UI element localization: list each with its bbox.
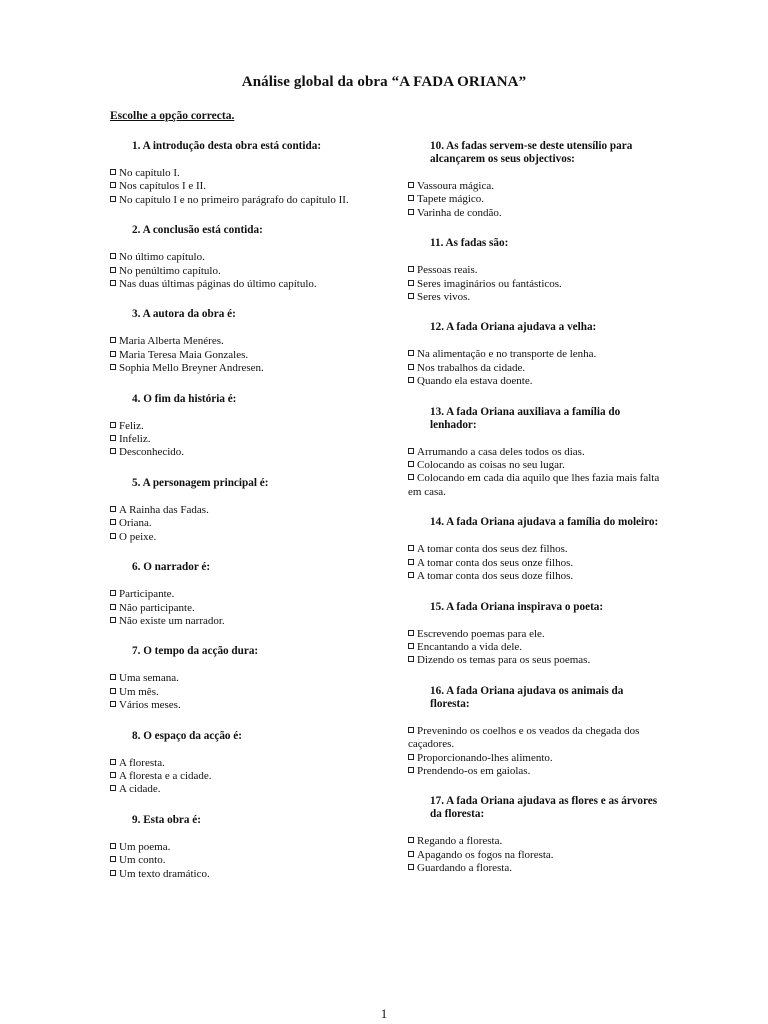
checkbox-icon[interactable] xyxy=(408,545,414,551)
option-label: Um poema. xyxy=(119,840,171,853)
option-label: A floresta. xyxy=(119,756,165,769)
answer-option[interactable] xyxy=(110,841,380,854)
checkbox-icon[interactable] xyxy=(110,674,116,680)
option-label: Oriana. xyxy=(119,517,152,530)
checkbox-icon[interactable] xyxy=(110,604,116,610)
checkbox-icon[interactable] xyxy=(408,767,414,773)
answer-option[interactable] xyxy=(408,628,666,641)
checkbox-icon[interactable] xyxy=(110,701,116,707)
answer-option[interactable] xyxy=(408,543,666,556)
checkbox-icon[interactable] xyxy=(408,656,414,662)
checkbox-icon[interactable] xyxy=(408,293,414,299)
option-label: Seres imaginários ou fantásticos. xyxy=(417,277,562,290)
answer-option[interactable] xyxy=(408,446,666,459)
answer-option[interactable] xyxy=(110,167,380,180)
option-label: Desconhecido. xyxy=(119,446,185,459)
question-title: 3. A autora da obra é: xyxy=(132,308,236,321)
question-title: 6. O narrador é: xyxy=(132,561,211,574)
option-label: A Rainha das Fadas. xyxy=(119,503,209,516)
checkbox-icon[interactable] xyxy=(110,590,116,596)
answer-option[interactable] xyxy=(110,433,380,446)
answer-option[interactable] xyxy=(110,615,380,628)
option-label: A floresta e a cidade. xyxy=(119,769,212,782)
option-label: Nos trabalhos da cidade. xyxy=(417,361,526,374)
option-label: Varinha de condão. xyxy=(417,206,502,219)
option-label: Colocando as coisas no seu lugar. xyxy=(417,459,565,472)
option-label: Apagando os fogos na floresta. xyxy=(417,848,554,861)
answer-option[interactable] xyxy=(408,752,666,765)
answer-option[interactable] xyxy=(408,348,666,361)
answer-option[interactable] xyxy=(408,849,666,862)
option-label: Um texto dramático. xyxy=(119,867,210,880)
answer-option[interactable] xyxy=(408,193,666,206)
checkbox-icon[interactable] xyxy=(408,182,414,188)
question-title: 1. A introdução desta obra está contida: xyxy=(132,140,322,152)
option-label: Regando a floresta. xyxy=(417,835,503,848)
answer-option[interactable] xyxy=(408,291,666,304)
option-label: Vassoura mágica. xyxy=(417,180,494,192)
option-label: Proporcionando-lhes alimento. xyxy=(417,751,553,764)
answer-option[interactable] xyxy=(408,557,666,570)
answer-option[interactable] xyxy=(110,531,380,544)
answer-option[interactable] xyxy=(110,278,380,291)
answer-option[interactable] xyxy=(110,699,380,712)
answer-option[interactable] xyxy=(408,765,666,778)
question-title: 17. A fada Oriana ajudava as flores e as árvores da floresta: xyxy=(430,795,658,821)
checkbox-icon[interactable] xyxy=(110,196,116,202)
option-label: A tomar conta dos seus onze filhos. xyxy=(417,556,574,569)
answer-option[interactable] xyxy=(110,251,380,264)
option-label: A tomar conta dos seus doze filhos. xyxy=(417,570,574,583)
option-label: Maria Teresa Maia Gonzales. xyxy=(119,348,249,361)
question-title: 9. Esta obra é: xyxy=(132,813,201,826)
answer-option[interactable] xyxy=(110,194,380,207)
answer-option[interactable] xyxy=(408,375,666,388)
answer-option[interactable] xyxy=(110,783,380,796)
question-title: 16. A fada Oriana ajudava os animais da floresta: xyxy=(430,684,624,710)
answer-option[interactable] xyxy=(408,278,666,291)
answer-option[interactable] xyxy=(110,349,380,362)
option-label: No penúltimo capítulo. xyxy=(119,264,221,277)
answer-option[interactable] xyxy=(110,686,380,699)
option-label: Nas duas últimas páginas do último capítulo. xyxy=(119,278,317,291)
answer-option[interactable] xyxy=(110,335,380,348)
answer-option[interactable] xyxy=(110,517,380,530)
checkbox-icon[interactable] xyxy=(408,448,414,454)
answer-option[interactable] xyxy=(408,459,666,472)
checkbox-icon[interactable] xyxy=(408,643,414,649)
checkbox-icon[interactable] xyxy=(110,870,116,876)
option-label: Prevenindo os coelhos e os veados da chegada dos caçadores. xyxy=(408,724,640,751)
checkbox-icon[interactable] xyxy=(110,448,116,454)
checkbox-icon[interactable] xyxy=(110,169,116,175)
instruction-text: Escolhe a opção correcta. xyxy=(110,110,235,122)
answer-option[interactable] xyxy=(408,835,666,848)
option-label: O peixe. xyxy=(119,530,157,543)
answer-option[interactable] xyxy=(110,672,380,685)
question-block xyxy=(408,795,666,875)
checkbox-icon[interactable] xyxy=(110,617,116,623)
option-label: Infeliz. xyxy=(119,433,151,446)
question-title: 8. O espaço da acção é: xyxy=(132,729,242,742)
option-label: Seres vivos. xyxy=(417,291,471,304)
answer-option[interactable] xyxy=(408,472,666,499)
option-label: Feliz. xyxy=(119,419,144,432)
question-block xyxy=(408,321,666,388)
checkbox-icon[interactable] xyxy=(110,182,116,188)
option-label: A tomar conta dos seus dez filhos. xyxy=(417,543,568,556)
checkbox-icon[interactable] xyxy=(408,864,414,870)
option-label: Colocando em cada dia aquilo que lhes fazia mais falta em casa. xyxy=(408,472,660,498)
option-label: Encantando a vida dele. xyxy=(417,640,523,653)
option-label: Dizendo os temas para os seus poemas. xyxy=(417,654,591,667)
question-block xyxy=(408,140,666,220)
answer-option[interactable] xyxy=(110,757,380,770)
answer-option[interactable] xyxy=(408,654,666,667)
checkbox-icon[interactable] xyxy=(110,519,116,525)
checkbox-icon[interactable] xyxy=(408,461,414,467)
question-block xyxy=(408,406,666,500)
option-label: Na alimentação e no transporte de lenha. xyxy=(417,348,597,361)
option-label: Pessoas reais. xyxy=(417,264,478,277)
answer-option[interactable] xyxy=(110,265,380,278)
answer-option[interactable] xyxy=(408,362,666,375)
checkbox-icon[interactable] xyxy=(408,559,414,565)
question-title: 7. O tempo da acção dura: xyxy=(132,645,259,658)
option-label: Uma semana. xyxy=(119,672,179,685)
checkbox-icon[interactable] xyxy=(110,772,116,778)
answer-option[interactable] xyxy=(110,588,380,601)
question-block xyxy=(110,645,380,712)
checkbox-icon[interactable] xyxy=(110,351,116,357)
checkbox-icon[interactable] xyxy=(110,843,116,849)
question-title: 12. A fada Oriana ajudava a velha: xyxy=(430,321,597,334)
question-title: 4. O fim da história é: xyxy=(132,392,237,405)
question-block xyxy=(110,224,380,291)
option-label: Um mês. xyxy=(119,685,159,698)
option-label: Não participante. xyxy=(119,601,195,614)
question-title: 11. As fadas são: xyxy=(430,237,509,250)
answer-option[interactable] xyxy=(408,570,666,583)
checkbox-icon[interactable] xyxy=(110,506,116,512)
checkbox-icon[interactable] xyxy=(110,533,116,539)
option-label: Vários meses. xyxy=(119,699,181,712)
option-label: Participante. xyxy=(119,588,175,601)
checkbox-icon[interactable] xyxy=(408,364,414,370)
option-label: Tapete mágico. xyxy=(417,193,485,206)
option-label: No capítulo I e no primeiro parágrafo do capítulo II. xyxy=(119,193,349,206)
option-label: Prendendo-os em gaiolas. xyxy=(417,764,531,777)
checkbox-icon[interactable] xyxy=(110,688,116,694)
checkbox-icon[interactable] xyxy=(110,337,116,343)
checkbox-icon[interactable] xyxy=(408,851,414,857)
question-block xyxy=(408,516,666,583)
option-label: Sophia Mello Breyner Andresen. xyxy=(119,362,264,375)
checkbox-icon[interactable] xyxy=(110,422,116,428)
checkbox-icon[interactable] xyxy=(110,253,116,259)
question-block xyxy=(110,561,380,628)
checkbox-icon[interactable] xyxy=(110,267,116,273)
answer-option[interactable] xyxy=(110,854,380,867)
question-title: 2. A conclusão está contida: xyxy=(132,224,263,237)
question-block xyxy=(408,685,666,779)
answer-option[interactable] xyxy=(408,641,666,654)
answer-option[interactable] xyxy=(110,602,380,615)
checkbox-icon[interactable] xyxy=(408,377,414,383)
checkbox-icon[interactable] xyxy=(110,364,116,370)
answer-option[interactable] xyxy=(408,862,666,875)
option-label: Nos capítulos I e II. xyxy=(119,180,207,193)
checkbox-icon[interactable] xyxy=(408,837,414,843)
question-block xyxy=(408,601,666,668)
question-block xyxy=(110,730,380,797)
option-label: Quando ela estava doente. xyxy=(417,375,533,388)
question-title: 10. As fadas servem-se deste utensílio para alcançarem os seus objectivos: xyxy=(430,140,633,165)
answer-option[interactable] xyxy=(110,446,380,459)
question-block xyxy=(110,393,380,460)
answer-option[interactable] xyxy=(408,264,666,277)
page-number: 1 xyxy=(380,1006,388,1021)
checkbox-icon[interactable] xyxy=(408,195,414,201)
question-block xyxy=(110,308,380,375)
checkbox-icon[interactable] xyxy=(408,209,414,215)
answer-option[interactable] xyxy=(408,207,666,220)
question-block xyxy=(110,814,380,881)
option-label: Arrumando a casa deles todos os dias. xyxy=(417,445,585,458)
answer-option[interactable] xyxy=(110,504,380,517)
right-column xyxy=(408,140,666,876)
checkbox-icon[interactable] xyxy=(110,785,116,791)
checkbox-icon[interactable] xyxy=(408,572,414,578)
option-label: Escrevendo poemas para ele. xyxy=(417,627,545,640)
checkbox-icon[interactable] xyxy=(408,350,414,356)
option-label: No último capítulo. xyxy=(119,251,205,264)
answer-option[interactable] xyxy=(110,770,380,783)
option-label: Um conto. xyxy=(119,854,166,867)
question-block xyxy=(110,477,380,544)
checkbox-icon[interactable] xyxy=(110,856,116,862)
checkbox-icon[interactable] xyxy=(408,630,414,636)
checkbox-icon[interactable] xyxy=(408,474,414,480)
question-block xyxy=(110,140,380,207)
checkbox-icon[interactable] xyxy=(110,435,116,441)
answer-option[interactable] xyxy=(110,362,380,375)
checkbox-icon[interactable] xyxy=(408,754,414,760)
answer-option[interactable] xyxy=(110,868,380,881)
option-label: A cidade. xyxy=(119,783,161,796)
answer-option[interactable] xyxy=(408,725,666,752)
question-block xyxy=(408,237,666,304)
checkbox-icon[interactable] xyxy=(408,266,414,272)
answer-option[interactable] xyxy=(110,180,380,193)
page-title: Análise global da obra “A FADA ORIANA” xyxy=(241,74,527,90)
option-label: Guardando a floresta. xyxy=(417,862,512,875)
question-title: 14. A fada Oriana ajudava a família do moleiro: xyxy=(430,516,659,529)
question-title: 15. A fada Oriana inspirava o poeta: xyxy=(430,600,604,613)
checkbox-icon[interactable] xyxy=(110,759,116,765)
checkbox-icon[interactable] xyxy=(408,280,414,286)
option-label: Não existe um narrador. xyxy=(119,614,225,627)
option-label: Maria Alberta Menéres. xyxy=(119,335,224,348)
question-title: 13. A fada Oriana auxiliava a família do lenhador: xyxy=(430,405,621,431)
answer-option[interactable] xyxy=(408,180,666,193)
checkbox-icon[interactable] xyxy=(110,280,116,286)
option-label: No capítulo I. xyxy=(119,167,180,179)
question-title: 5. A personagem principal é: xyxy=(132,476,269,489)
left-column xyxy=(110,140,380,881)
answer-option[interactable] xyxy=(110,420,380,433)
checkbox-icon[interactable] xyxy=(408,727,414,733)
